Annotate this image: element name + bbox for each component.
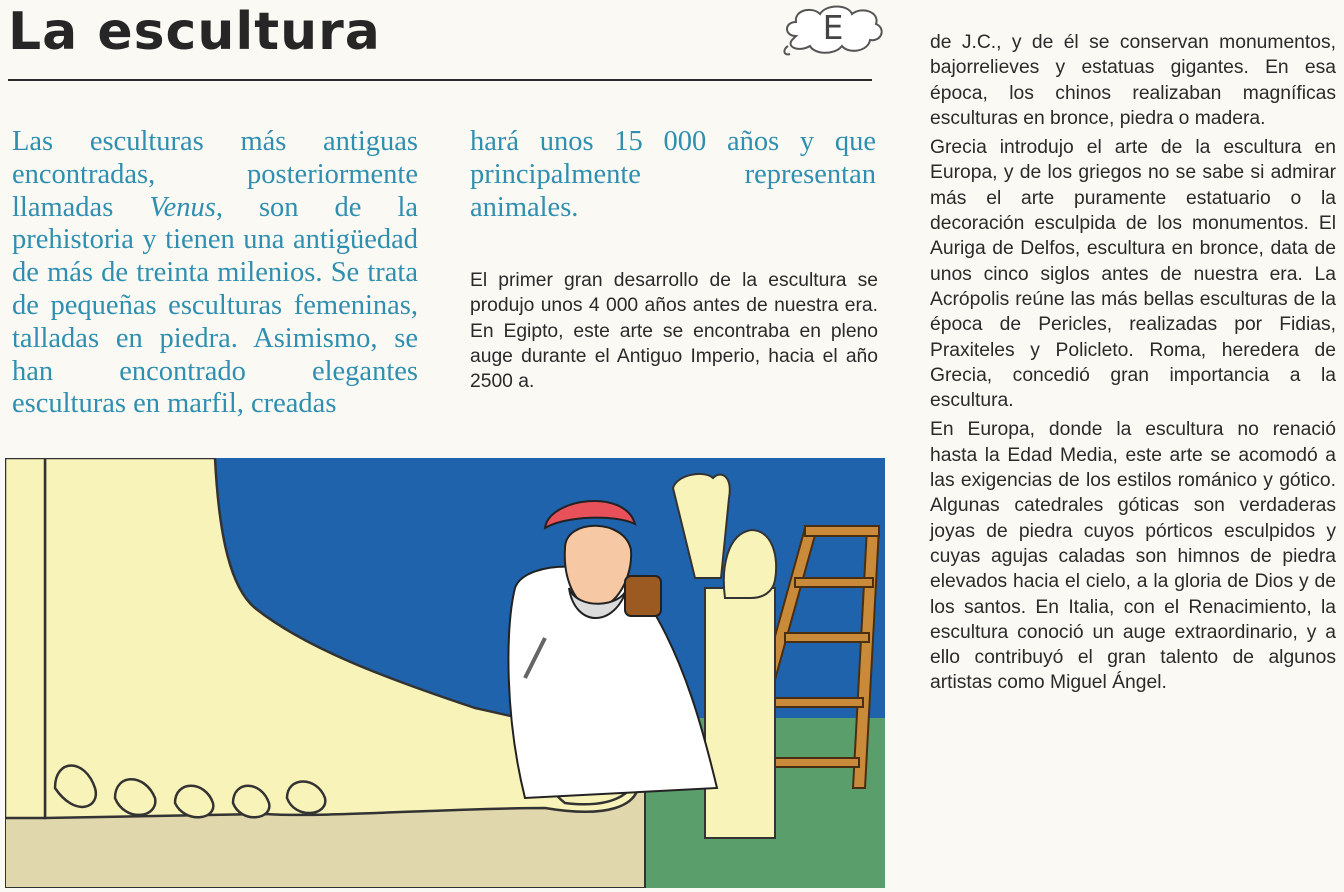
sculptor-illustration (5, 458, 885, 888)
title-divider (8, 79, 872, 81)
middle-paragraph: El primer gran desarrollo de la escultura se produjo unos 4 000 años antes de nuestra era. En Egipto, este arte se encontraba en pleno auge durante el Antiguo Imperio, hacia el año 2500 a. (470, 270, 878, 393)
right-paragraph-2: Grecia introdujo el arte de la escultura en Europa, y de los griegos no se sabe si admirar más el arte puramente estatuario o la decoración esculpida de los monumentos. El Auriga de Delfos, escultura en bronce, data de unos cinco siglos antes de nuestra era. La Acrópolis reúne las más bellas esculturas de la época de Pericles, realizadas por Fidias, Praxiteles y Policleto. Roma, heredera de Grecia, concedió gran importancia a la escultura. (930, 137, 1336, 412)
intro-left-post: , son de la prehistoria y tienen una antigüedad de más de treinta milenios. Se trata de pequeñas esculturas femeninas, talladas en piedra. Asimismo, se han encontrado elegantes esculturas en marfil, creadas (12, 191, 419, 420)
intro-left-emphasis: Venus (149, 191, 216, 223)
intro-left-pre: Las esculturas más antiguas encontradas, posteriormente llamadas (12, 126, 418, 223)
right-paragraph-3: En Europa, donde la escultura no renació hasta la Edad Media, este arte se acomodó a las exigencias de los estilos románico y gótico. Algunas catedrales góticas son verdaderas joyas de piedra cuyos pórticos esculpidos y cuyas agujas caladas son himnos de piedra elevados hacia el cielo, a la gloria de Dios y de los santos. En Italia, con el Renacimiento, la escultura conoció un auge extraordinario, y a ello contribuyó el gran talento de algunos artistas como Miguel Ángel. (930, 419, 1336, 694)
intro-paragraph-right: hará unos 15 000 años y que principalmente representan animales. (470, 126, 876, 223)
sculptor-illustration-icon (5, 458, 885, 888)
badge-letter: E (822, 8, 844, 47)
page-title: La escultura (8, 2, 381, 62)
right-paragraph-1: de J.C., y de él se conservan monumentos, bajorrelieves y estatuas gigantes. En esa época, los chinos realizaban magníficas esculturas en bronce, piedra o madera. (930, 32, 1336, 129)
section-letter-badge (778, 2, 888, 60)
right-column (930, 30, 1336, 700)
intro-paragraph-left (12, 126, 418, 421)
